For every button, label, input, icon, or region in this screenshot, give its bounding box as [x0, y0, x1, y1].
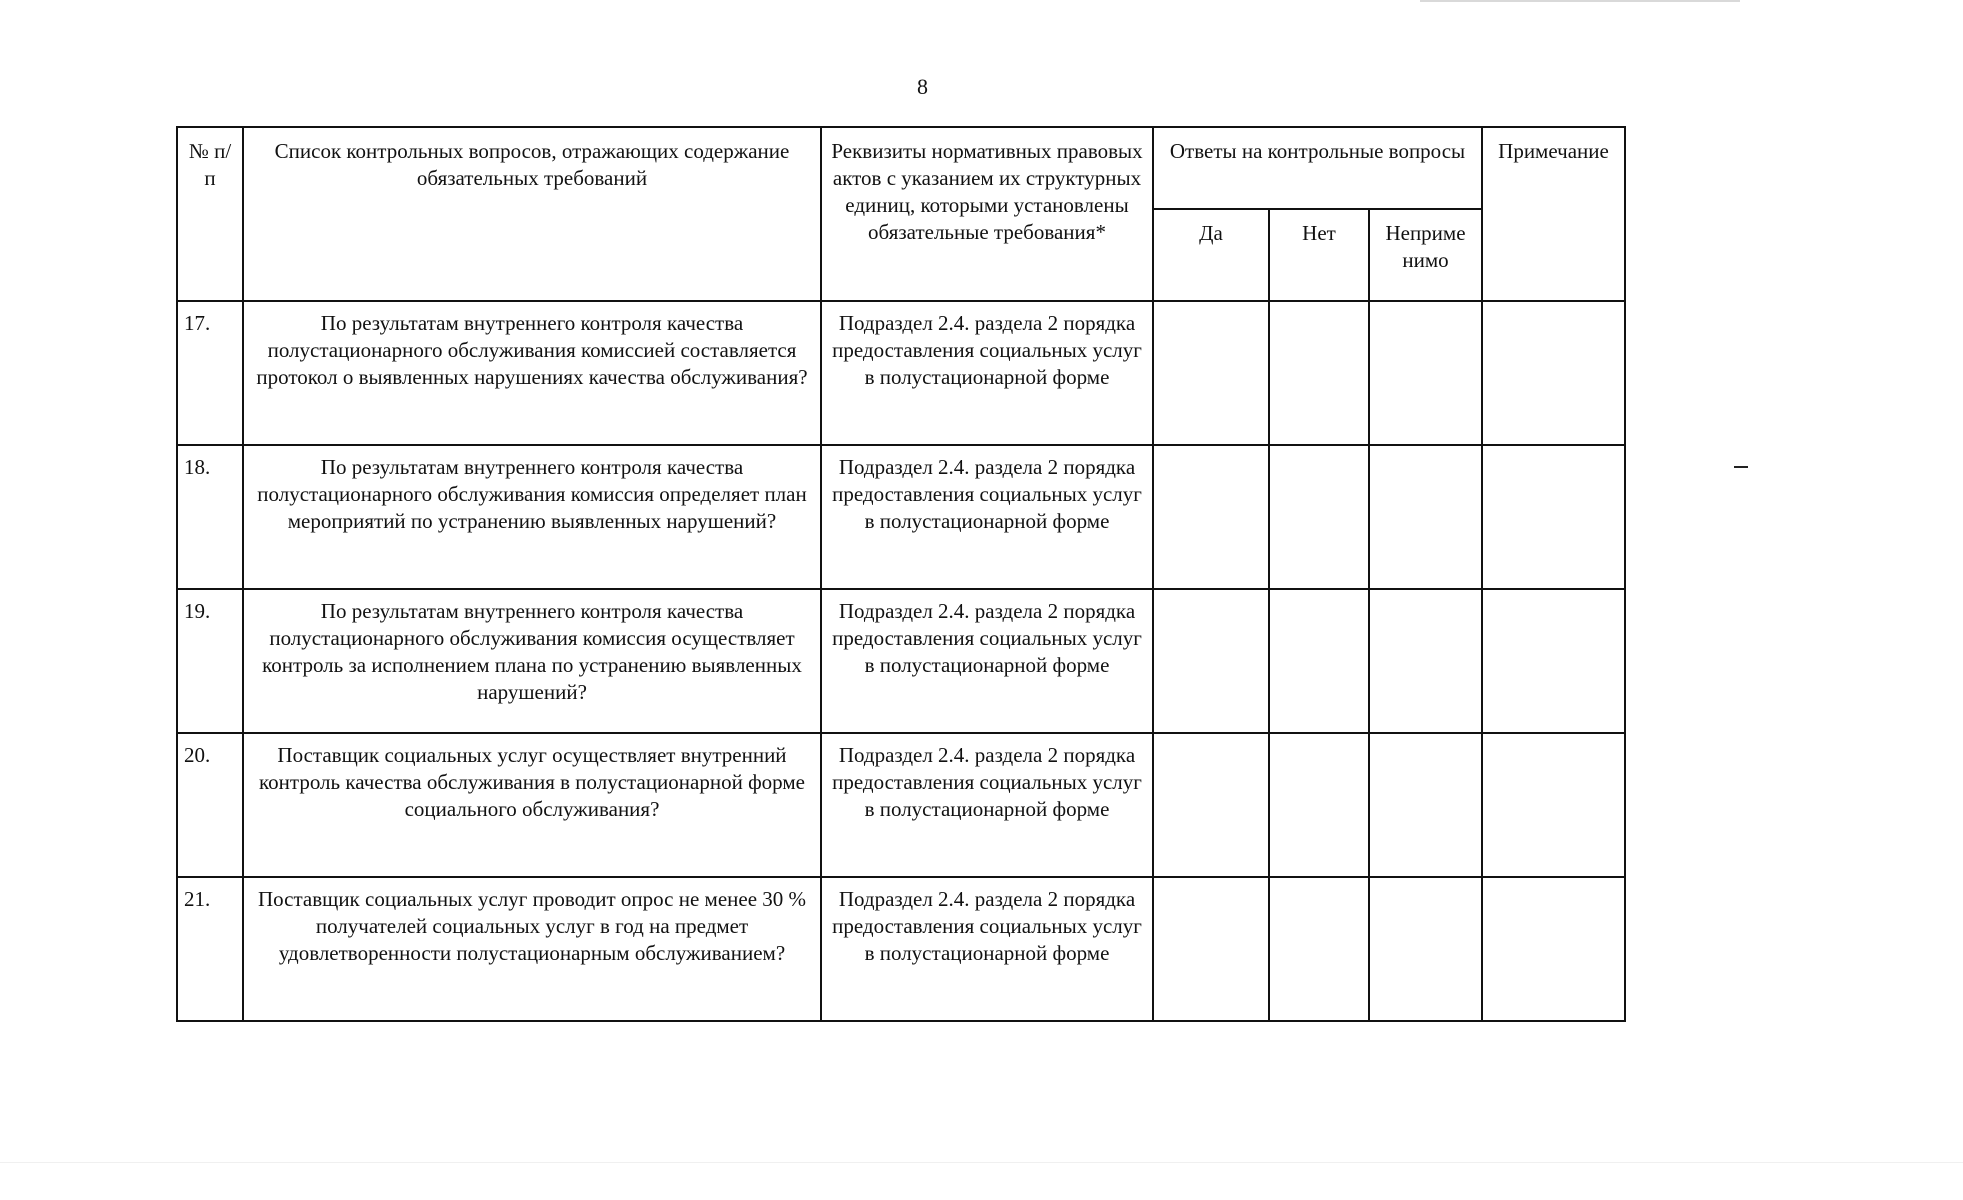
row-answer-no[interactable] — [1269, 733, 1369, 877]
row-answer-no[interactable] — [1269, 301, 1369, 445]
table-row — [177, 301, 1625, 445]
row-answer-na[interactable] — [1369, 301, 1482, 445]
row-note[interactable] — [1482, 445, 1625, 589]
row-number: 18. — [177, 445, 243, 589]
header-note: Примечание — [1482, 127, 1625, 301]
row-question: Поставщик социальных услуг осуществляет внутренний контроль качества обслуживания в полустационарной форме социального обслуживания? — [243, 733, 821, 877]
row-answer-na[interactable] — [1369, 589, 1482, 733]
row-answer-yes[interactable] — [1153, 445, 1269, 589]
row-answer-no[interactable] — [1269, 445, 1369, 589]
header-answer-no: Нет — [1269, 209, 1369, 301]
table-row — [177, 733, 1625, 877]
header-answer-yes: Да — [1153, 209, 1269, 301]
row-requisites: Подраздел 2.4. раздела 2 порядка предоставления социальных услуг в полустационарной форме — [821, 301, 1153, 445]
row-question: По результатам внутреннего контроля качества полустационарного обслуживания комиссией составляется протокол о выявленных нарушениях качества обслуживания? — [243, 301, 821, 445]
header-row-top — [177, 127, 1625, 209]
row-note[interactable] — [1482, 877, 1625, 1021]
header-num: № п/ п — [177, 127, 243, 301]
row-number: 20. — [177, 733, 243, 877]
row-answer-no[interactable] — [1269, 589, 1369, 733]
row-number: 19. — [177, 589, 243, 733]
row-answer-na[interactable] — [1369, 733, 1482, 877]
header-questions: Список контрольных вопросов, отражающих содержание обязательных требований — [243, 127, 821, 301]
row-question: По результатам внутреннего контроля качества полустационарного обслуживания комиссия осуществляет контроль за исполнением плана по устранению выявленных нарушений? — [243, 589, 821, 733]
margin-dash-mark — [1734, 466, 1748, 468]
table-row — [177, 877, 1625, 1021]
row-question: По результатам внутреннего контроля качества полустационарного обслуживания комиссия определяет план мероприятий по устранению выявленных нарушений? — [243, 445, 821, 589]
header-answer-na: Неприме нимо — [1369, 209, 1482, 301]
row-note[interactable] — [1482, 589, 1625, 733]
row-answer-yes[interactable] — [1153, 301, 1269, 445]
scan-artifact-bottom — [0, 1162, 1963, 1163]
header-requisites: Реквизиты нормативных правовых актов с указанием их структурных единиц, которыми установлены обязательные требования* — [821, 127, 1153, 301]
row-answer-no[interactable] — [1269, 877, 1369, 1021]
header-answers: Ответы на контрольные вопросы — [1153, 127, 1482, 209]
table-row — [177, 445, 1625, 589]
checklist-table — [176, 126, 1626, 1022]
row-requisites: Подраздел 2.4. раздела 2 порядка предоставления социальных услуг в полустационарной форме — [821, 589, 1153, 733]
row-answer-na[interactable] — [1369, 877, 1482, 1021]
table-row — [177, 589, 1625, 733]
page-number: 8 — [917, 74, 928, 99]
row-requisites: Подраздел 2.4. раздела 2 порядка предоставления социальных услуг в полустационарной форме — [821, 877, 1153, 1021]
row-note[interactable] — [1482, 301, 1625, 445]
row-answer-yes[interactable] — [1153, 733, 1269, 877]
row-number: 21. — [177, 877, 243, 1021]
row-note[interactable] — [1482, 733, 1625, 877]
row-answer-na[interactable] — [1369, 445, 1482, 589]
row-requisites: Подраздел 2.4. раздела 2 порядка предоставления социальных услуг в полустационарной форме — [821, 733, 1153, 877]
row-number: 17. — [177, 301, 243, 445]
row-requisites: Подраздел 2.4. раздела 2 порядка предоставления социальных услуг в полустационарной форме — [821, 445, 1153, 589]
scan-artifact-line — [1420, 0, 1740, 2]
row-answer-yes[interactable] — [1153, 877, 1269, 1021]
row-question: Поставщик социальных услуг проводит опрос не менее 30 % получателей социальных услуг в год на предмет удовлетворенности полустационарным обслуживанием? — [243, 877, 821, 1021]
row-answer-yes[interactable] — [1153, 589, 1269, 733]
